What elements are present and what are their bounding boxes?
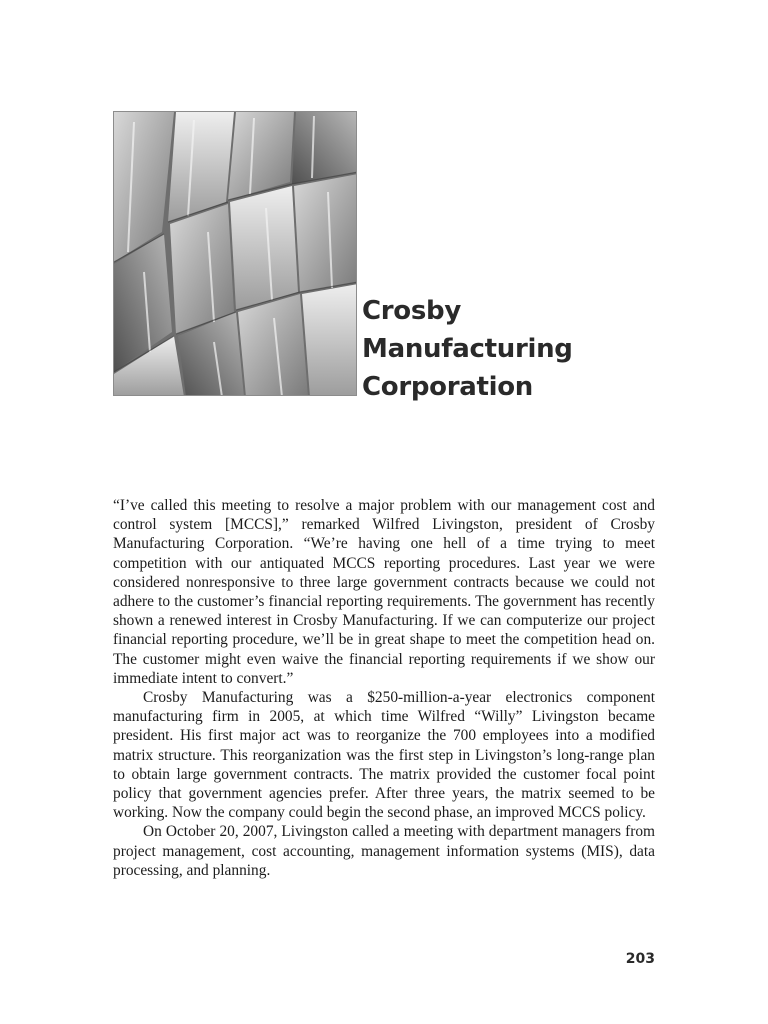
page-number: 203 <box>625 951 655 967</box>
paragraph: Crosby Manufacturing was a $250-million-a-year electronics component manufacturing firm in 2005, at which time Wilfred “Willy” Livingston became president. His first major act was to reorganize the 700 employees into a modified matrix structure. This reorganization was the first step in Livingston’s long-range plan to obtain large government contracts. The matrix provided the customer focal point policy that government agencies prefer. After three years, the matrix seemed to be working. Now the company could begin the second phase, an improved MCCS policy. <box>113 689 655 822</box>
glass-blocks-image-icon <box>114 112 357 396</box>
chapter-title-line: Corporation <box>362 372 534 402</box>
chapter-title <box>362 292 662 406</box>
chapter-title-line: Manufacturing <box>362 334 573 364</box>
paragraph: “I’ve called this meeting to resolve a major problem with our management cost and control system [MCCS],” remarked Wilfred Livingston, president of Crosby Manufacturing Corporation. “We’re having one hell of a time trying to meet competition with our antiquated MCCS reporting procedures. Last year we were considered nonresponsive to three large government contracts because we could not adhere to the customer’s financial reporting requirements. The government has recently shown a renewed interest in Crosby Manufacturing. If we can computerize our project financial reporting procedure, we’ll be in great shape to meet the competition head on. The customer might even waive the financial reporting requirements if we show our immediate intent to convert.” <box>113 497 655 687</box>
paragraph: On October 20, 2007, Livingston called a meeting with department managers from project management, cost accounting, management information systems (MIS), data processing, and planning. <box>113 823 655 879</box>
body-text <box>113 496 655 880</box>
chapter-title-line: Crosby <box>362 296 462 326</box>
chapter-opener-image <box>113 111 357 396</box>
